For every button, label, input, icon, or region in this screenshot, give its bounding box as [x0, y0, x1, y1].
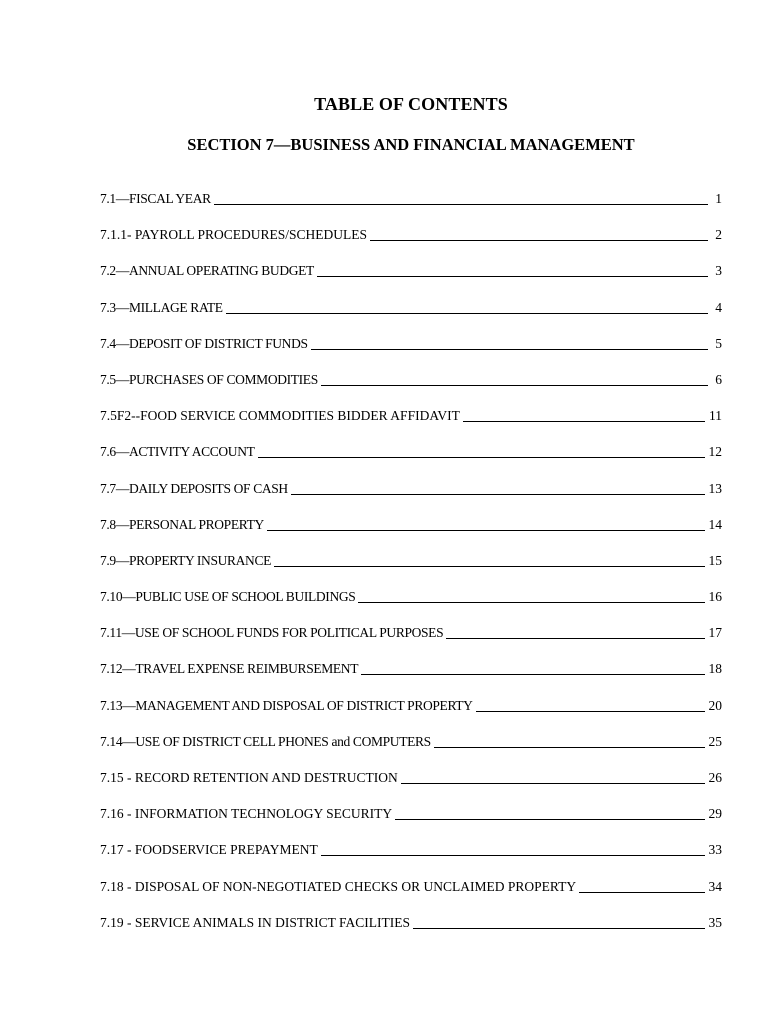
toc-page-number: 13 [708, 480, 722, 496]
toc-entry-label: 7.10—PUBLIC USE OF SCHOOL BUILDINGS [100, 589, 356, 605]
toc-entry-label: 7.14—USE OF DISTRICT CELL PHONES and COMPUTERS [100, 733, 431, 749]
toc-page-number: 6 [715, 371, 722, 387]
toc-dot-leader [446, 624, 704, 639]
toc-entry-label: 7.17 - FOODSERVICE PREPAYMENT [100, 842, 318, 858]
toc-dot-leader [291, 480, 705, 495]
toc-entry [100, 262, 722, 298]
toc-dot-leader [226, 299, 708, 314]
toc-page-number: 33 [708, 842, 722, 858]
toc-dot-leader [258, 443, 705, 458]
toc-entry [100, 371, 722, 407]
toc-entry-label: 7.16 - INFORMATION TECHNOLOGY SECURITY [100, 806, 393, 822]
toc-entry-label: 7.13—MANAGEMENT AND DISPOSAL OF DISTRICT PROPERTY [100, 697, 473, 713]
toc-entry-label: 7.18 - DISPOSAL OF NON-NEGOTIATED CHECKS OR UNCLAIMED PROPERTY [100, 878, 577, 894]
toc-page-number: 25 [708, 733, 722, 749]
toc-dot-leader [358, 588, 704, 603]
toc-entry-label: 7.8—PERSONAL PROPERTY [100, 516, 264, 532]
toc-page-number: 1 [715, 191, 722, 206]
toc-entry-label: 7.5—PURCHASES OF COMMODITIES [100, 371, 318, 387]
toc-page-number: 2 [715, 227, 722, 243]
toc-entry-label: 7.15 - RECORD RETENTION AND DESTRUCTION [100, 770, 398, 785]
toc-dot-leader [214, 190, 708, 205]
toc-entry [100, 516, 722, 552]
toc-page-number: 15 [708, 552, 722, 568]
toc-page-number: 16 [708, 589, 722, 605]
toc-dot-leader [317, 262, 708, 277]
toc-dot-leader [434, 733, 705, 748]
toc-entry-label: 7.5F2--FOOD SERVICE COMMODITIES BIDDER AFFIDAVIT [100, 408, 460, 424]
toc-dot-leader [579, 878, 704, 893]
toc-entry [100, 299, 722, 335]
toc-page-number: 20 [708, 697, 722, 713]
toc-dot-leader [370, 226, 708, 241]
toc-dot-leader [361, 660, 704, 675]
toc-dot-leader [267, 516, 705, 531]
toc-dot-leader [463, 407, 705, 422]
toc-entry [100, 190, 722, 226]
toc-page-number: 5 [715, 335, 722, 351]
toc-entry [100, 660, 722, 696]
toc-entry [100, 841, 722, 877]
toc-page-number: 29 [708, 806, 722, 822]
toc-entry-label: 7.7—DAILY DEPOSITS OF CASH [100, 480, 288, 496]
toc-entry-label: 7.1—FISCAL YEAR [100, 191, 211, 206]
toc-page-number: 12 [708, 444, 722, 460]
toc-entry-label: 7.19 - SERVICE ANIMALS IN DISTRICT FACILITIES [100, 914, 411, 930]
toc-page-number: 35 [708, 914, 722, 930]
toc-entry [100, 552, 722, 588]
toc-entry [100, 226, 722, 262]
toc-page-number: 18 [708, 661, 722, 677]
toc-entry [100, 407, 722, 443]
section-heading: SECTION 7—BUSINESS AND FINANCIAL MANAGEMENT [187, 135, 635, 154]
toc-dot-leader [476, 697, 705, 712]
toc-page-number: 4 [715, 299, 722, 315]
toc-page-number: 17 [708, 625, 722, 641]
page-title: TABLE OF CONTENTS [314, 94, 508, 114]
toc-entry-label: 7.4—DEPOSIT OF DISTRICT FUNDS [100, 335, 308, 351]
toc-entry [100, 805, 722, 841]
toc-dot-leader [321, 841, 705, 856]
toc-entry-label: 7.3—MILLAGE RATE [100, 299, 223, 315]
toc-page-number: 11 [709, 408, 722, 424]
toc-dot-leader [413, 914, 704, 929]
toc-page-number: 3 [715, 263, 722, 279]
toc-page-number: 34 [708, 878, 722, 894]
toc-entry-label: 7.12—TRAVEL EXPENSE REIMBURSEMENT [100, 661, 359, 677]
toc-entry-label: 7.11—USE OF SCHOOL FUNDS FOR POLITICAL PURPOSES [100, 625, 444, 641]
toc-entry-label: 7.9—PROPERTY INSURANCE [100, 552, 272, 568]
toc-dot-leader [401, 769, 705, 784]
toc-entry [100, 443, 722, 479]
toc-entry-label: 7.2—ANNUAL OPERATING BUDGET [100, 263, 314, 279]
toc-entry [100, 480, 722, 516]
toc-entry [100, 624, 722, 660]
toc-entry [100, 914, 722, 950]
toc-entry [100, 588, 722, 624]
toc-page-number: 26 [708, 770, 722, 785]
toc-entry [100, 733, 722, 769]
toc-entry-label: 7.1.1- PAYROLL PROCEDURES/SCHEDULES [100, 227, 368, 243]
toc-dot-leader [274, 552, 704, 567]
toc-entry-label: 7.6—ACTIVITY ACCOUNT [100, 444, 255, 460]
toc-entry [100, 878, 722, 914]
toc-dot-leader [311, 335, 708, 350]
toc-dot-leader [321, 371, 708, 386]
toc-entry [100, 769, 722, 805]
toc-entry [100, 335, 722, 371]
toc-page-number: 14 [708, 516, 722, 532]
toc-entry [100, 697, 722, 733]
table-of-contents [100, 190, 722, 950]
toc-dot-leader [395, 805, 704, 820]
